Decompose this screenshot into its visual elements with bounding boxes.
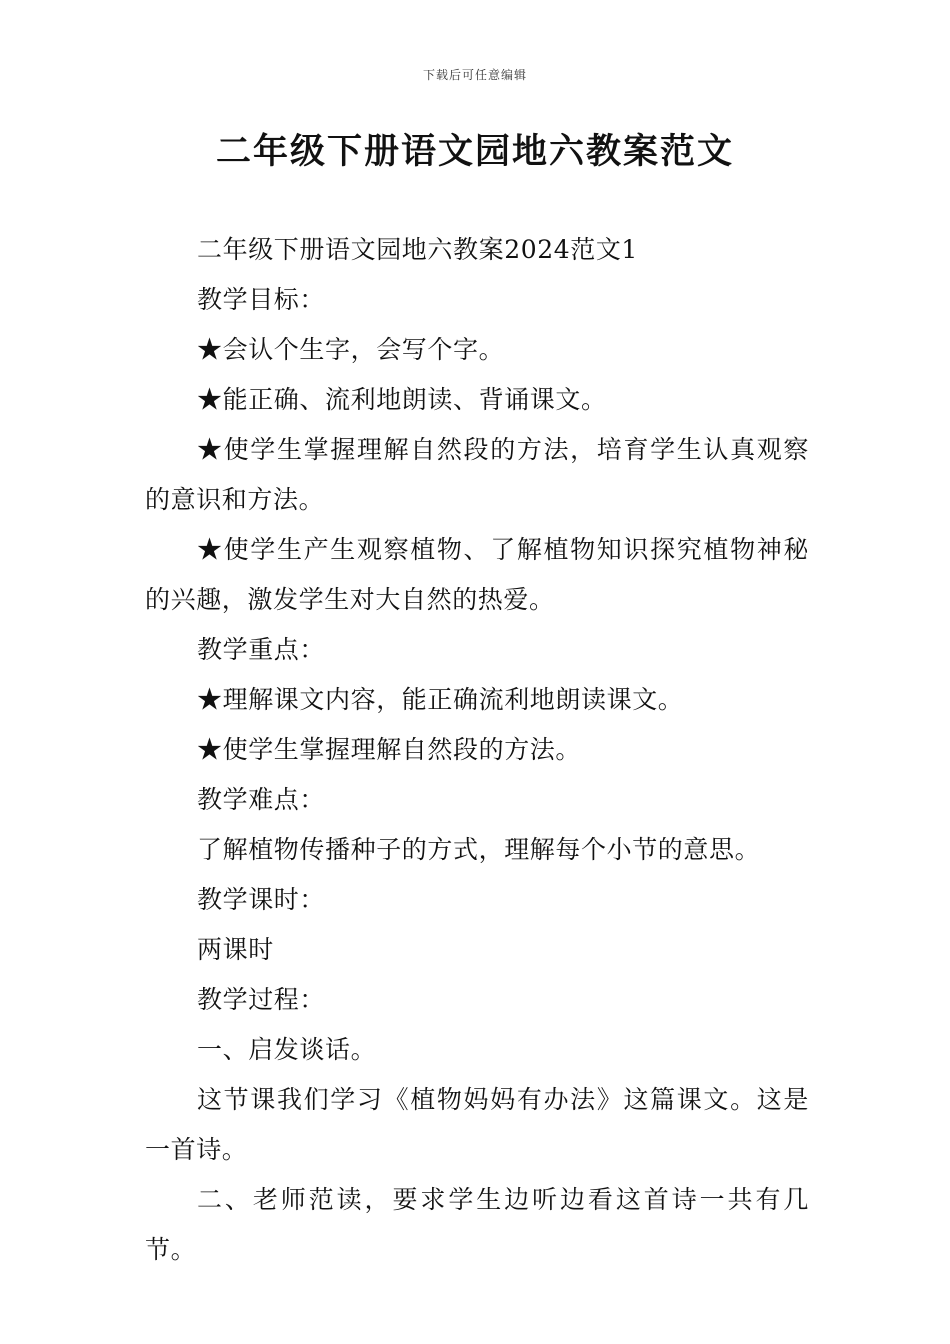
paragraph-objectives-heading: 教学目标： bbox=[197, 285, 326, 314]
paragraph-process-heading: 教学过程： bbox=[197, 985, 326, 1014]
paragraph-subtitle: 二年级下册语文园地六教案2024范文1 bbox=[197, 235, 638, 264]
paragraph-keypoints-heading: 教学重点： bbox=[197, 635, 326, 664]
paragraph-objective-3: ★使学生掌握理解自然段的方法，培育学生认真观察的意识和方法。 bbox=[145, 435, 809, 514]
paragraph-objective-1: ★会认个生字，会写个字。 bbox=[197, 335, 505, 364]
document-body bbox=[145, 225, 809, 1275]
paragraph-keypoint-2: ★使学生掌握理解自然段的方法。 bbox=[197, 735, 582, 764]
paragraph-periods-heading: 教学课时： bbox=[197, 885, 326, 914]
paragraph-step-2: 二、老师范读，要求学生边听边看这首诗一共有几节。 bbox=[145, 1185, 809, 1264]
paragraph-step-1-text: 这节课我们学习《植物妈妈有办法》这篇课文。这是一首诗。 bbox=[145, 1085, 809, 1164]
paragraph-periods: 两课时 bbox=[197, 935, 274, 964]
paragraph-difficulty: 了解植物传播种子的方式，理解每个小节的意思。 bbox=[197, 835, 761, 864]
paragraph-objective-4: ★使学生产生观察植物、了解植物知识探究植物神秘的兴趣，激发学生对大自然的热爱。 bbox=[145, 535, 809, 614]
paragraph-keypoint-1: ★理解课文内容，能正确流利地朗读课文。 bbox=[197, 685, 684, 714]
paragraph-difficulty-heading: 教学难点： bbox=[197, 785, 326, 814]
header-note: 下载后可任意编辑 bbox=[422, 68, 527, 82]
paragraph-step-1: 一、启发谈话。 bbox=[197, 1035, 377, 1064]
paragraph-objective-2: ★能正确、流利地朗读、背诵课文。 bbox=[197, 385, 607, 414]
document-title: 二年级下册语文园地六教案范文 bbox=[215, 132, 734, 172]
